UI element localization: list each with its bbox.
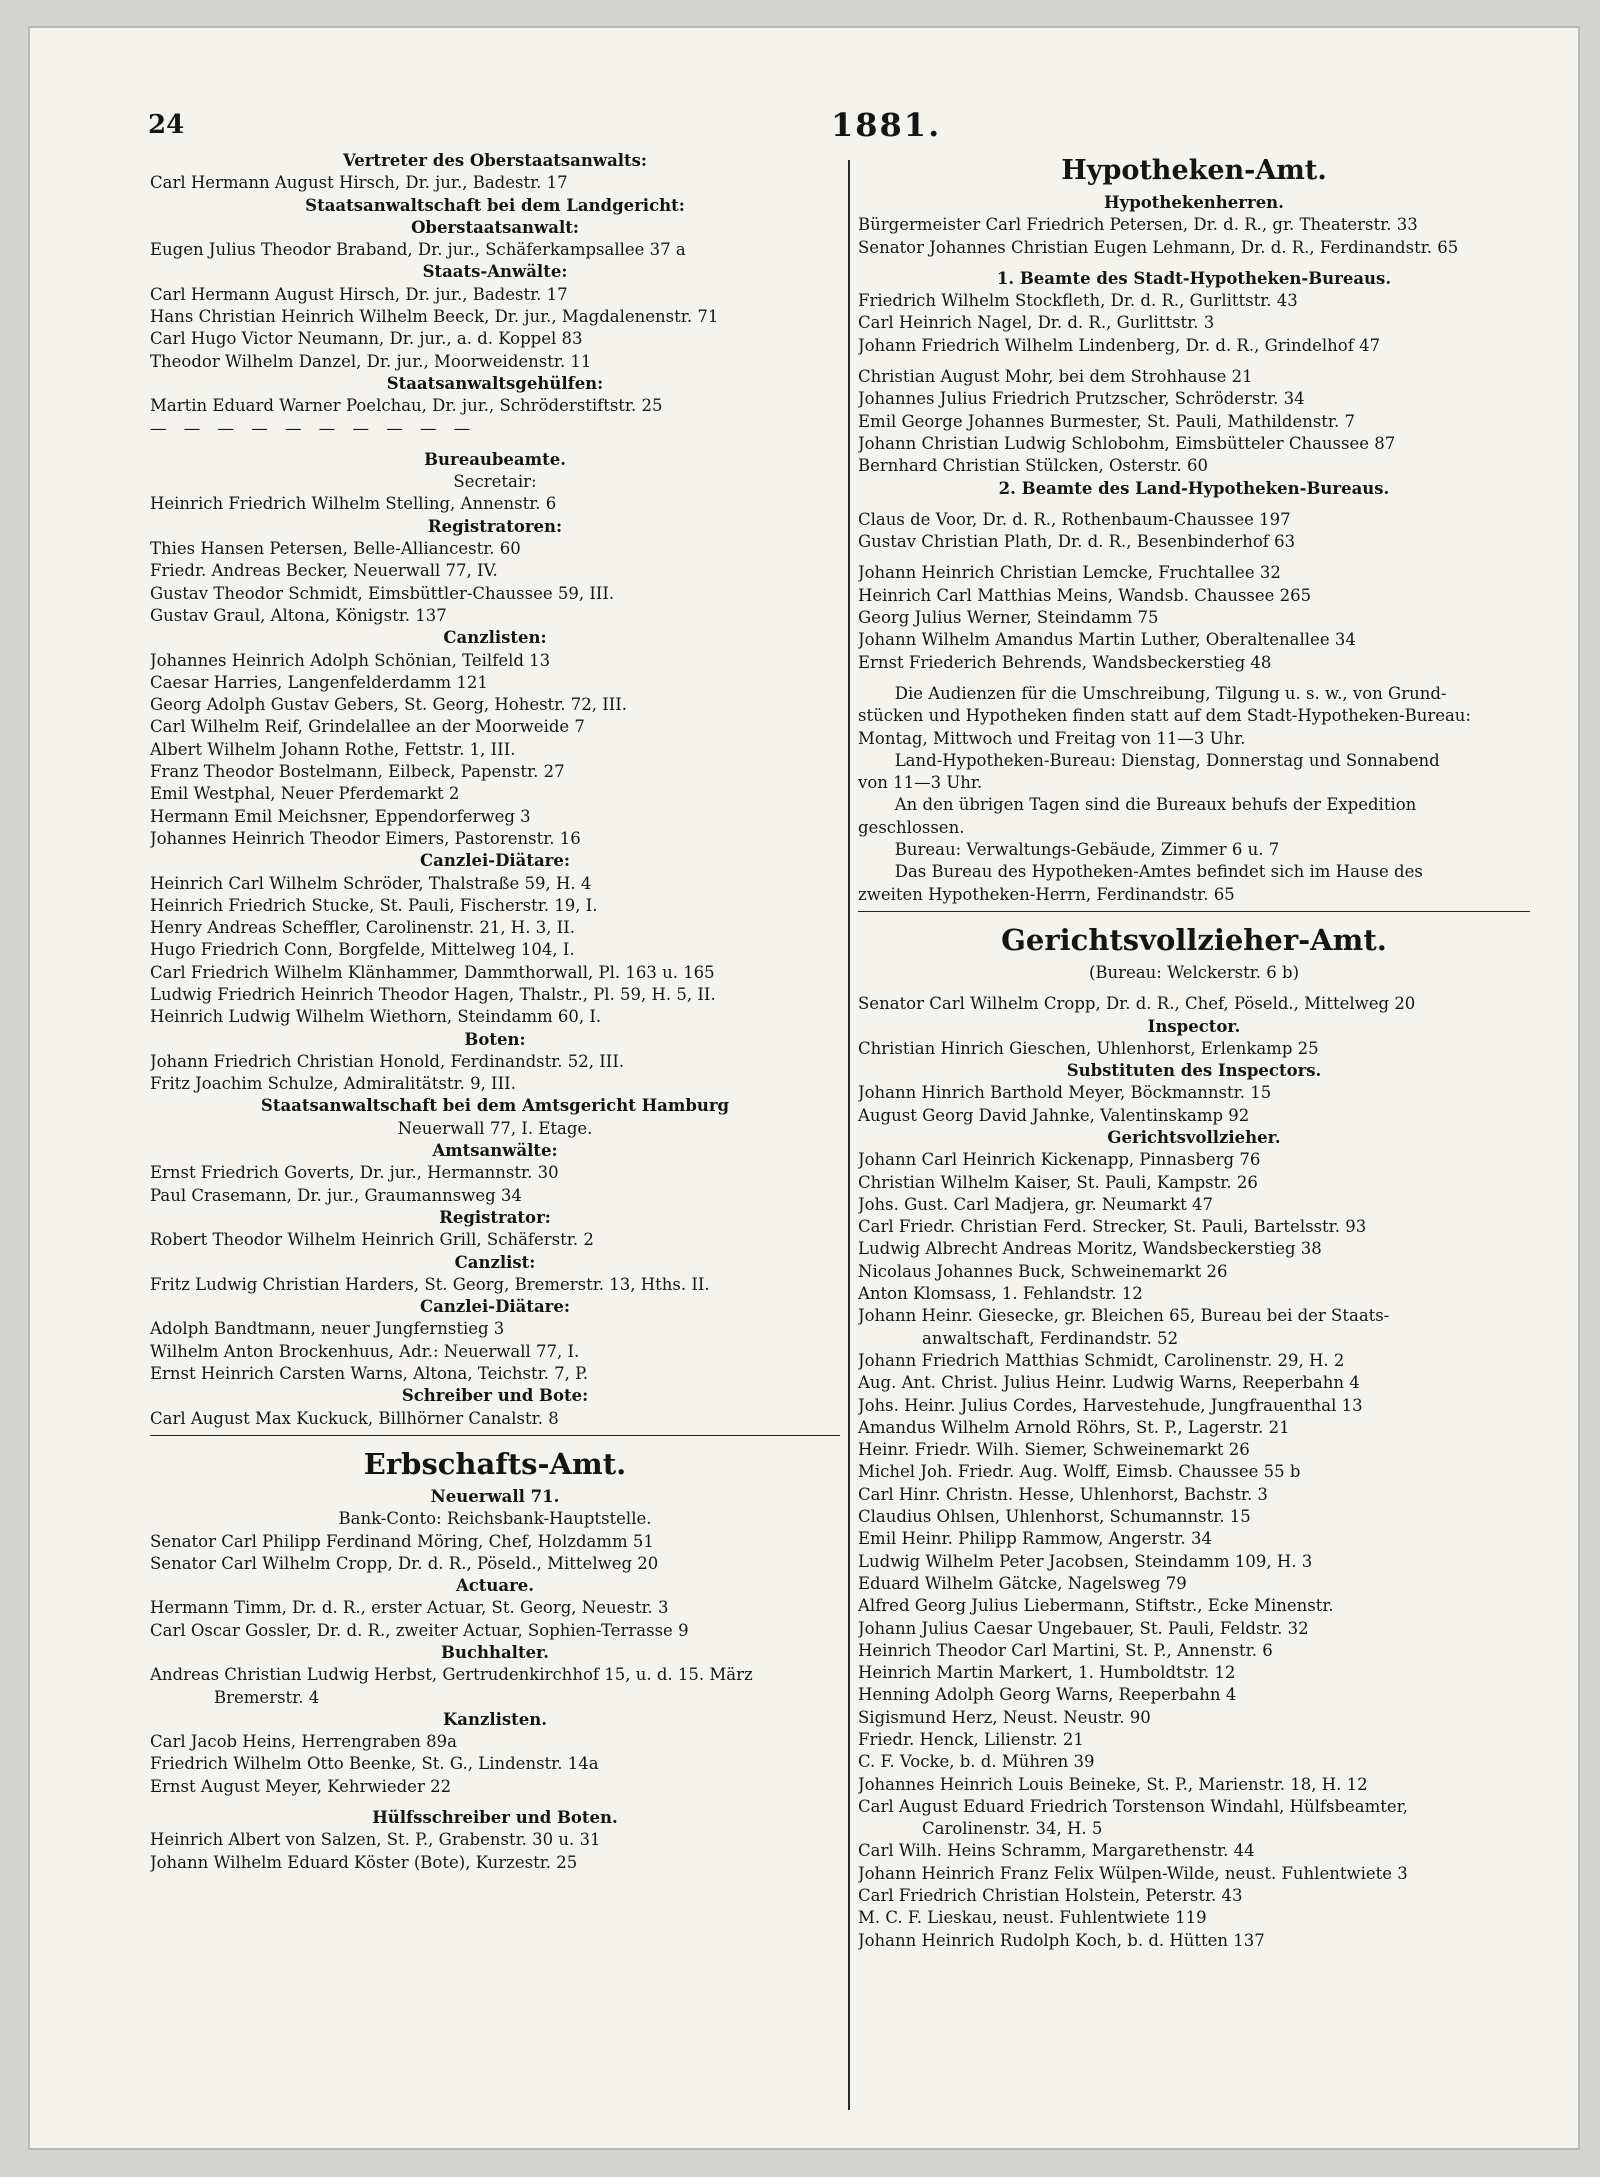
entry-line: Johann Carl Heinrich Kickenapp, Pinnasberg 76 [858, 1150, 1261, 1170]
entry-line: Ernst Friederich Behrends, Wandsbeckerstieg 48 [858, 652, 1272, 672]
entry-line: Johs. Heinr. Julius Cordes, Harvestehude, Jungfrauenthal 13 [858, 1395, 1363, 1415]
entry-line: Amandus Wilhelm Arnold Röhrs, St. P., Lagerstr. 21 [858, 1417, 1290, 1437]
entry-line: Georg Julius Werner, Steindamm 75 [858, 608, 1159, 628]
entry-line: von 11—3 Uhr. [858, 773, 983, 793]
office-title: Hypotheken-Amt. [1061, 155, 1327, 186]
entry-line: Johannes Heinrich Adolph Schönian, Teilfeld 13 [150, 650, 551, 670]
entry-line: Ludwig Friedrich Heinrich Theodor Hagen, Thalstr., Pl. 59, H. 5, II. [150, 984, 716, 1004]
entry-line: Friedr. Andreas Becker, Neuerwall 77, IV. [150, 561, 498, 581]
entry-continuation: Carolinenstr. 34, H. 5 [922, 1819, 1103, 1839]
entry-line: Emil Westphal, Neuer Pferdemarkt 2 [150, 784, 460, 804]
entry-line: Martin Eduard Warner Poelchau, Dr. jur., Schröderstiftstr. 25 [150, 396, 663, 416]
entry-line: Christian Hinrich Gieschen, Uhlenhorst, Erlenkamp 25 [858, 1038, 1319, 1058]
entry-line: Carl Hermann August Hirsch, Dr. jur., Badestr. 17 [150, 173, 568, 193]
entry-line: Nicolaus Johannes Buck, Schweinemarkt 26 [858, 1261, 1228, 1281]
entry-line: Bürgermeister Carl Friedrich Petersen, Dr. d. R., gr. Theaterstr. 33 [858, 215, 1418, 235]
entry-line: Hans Christian Heinrich Wilhelm Beeck, Dr. jur., Magdalenenstr. 71 [150, 307, 719, 327]
page-content [148, 106, 1528, 2156]
entry-line: Johann Heinr. Giesecke, gr. Bleichen 65, Bureau bei der Staats- [858, 1306, 1390, 1326]
entry-line: Johannes Heinrich Louis Beineke, St. P., Marienstr. 18, H. 12 [858, 1774, 1368, 1794]
spacer [858, 500, 1530, 509]
section-heading: 1. Beamte des Stadt-Hypotheken-Bureaus. [996, 268, 1392, 288]
page-number: 24 [148, 110, 185, 140]
section-heading: Hülfsschreiber und Boten. [372, 1808, 618, 1828]
spacer [858, 259, 1530, 268]
entry-line: Senator Carl Philipp Ferdinand Möring, Chef, Holzdamm 51 [150, 1531, 654, 1551]
entry-line: Theodor Wilhelm Danzel, Dr. jur., Moorweidenstr. 11 [150, 351, 592, 371]
entry-line: Johann Heinrich Rudolph Koch, b. d. Hütten 137 [858, 1930, 1265, 1950]
entry-line: Gustav Graul, Altona, Königstr. 137 [150, 605, 447, 625]
entry-line: Andreas Christian Ludwig Herbst, Gertrudenkirchhof 15, u. d. 15. März [150, 1665, 753, 1685]
section-heading: Staatsanwaltsgehülfen: [386, 373, 604, 393]
entry-line: Henry Andreas Scheffler, Carolinenstr. 21, H. 3, II. [150, 918, 575, 938]
entry-line: Carl Friedrich Wilhelm Klänhammer, Dammthorwall, Pl. 163 u. 165 [150, 962, 715, 982]
section-heading: Canzlisten: [443, 628, 547, 648]
entry-line: Carl August Max Kuckuck, Billhörner Canalstr. 8 [150, 1408, 559, 1428]
section-heading: Gerichtsvollzieher. [1107, 1127, 1281, 1147]
entry-line: Johann Friedrich Matthias Schmidt, Carolinenstr. 29, H. 2 [858, 1350, 1345, 1370]
section-heading: Staatsanwaltschaft bei dem Amtsgericht Hamburg [260, 1096, 730, 1116]
section-heading: Canzlist: [454, 1252, 536, 1272]
entry-line: Bernhard Christian Stülcken, Osterstr. 60 [858, 456, 1208, 476]
entry-line: Carl Oscar Gossler, Dr. d. R., zweiter Actuar, Sophien-Terrasse 9 [150, 1620, 689, 1640]
entry-line: Johann Friedrich Christian Honold, Ferdinandstr. 52, III. [150, 1051, 625, 1071]
entry-line: stücken und Hypotheken finden statt auf dem Stadt-Hypotheken-Bureau: [858, 706, 1471, 726]
section-heading: Hypothekenherren. [1104, 193, 1284, 212]
entry-line: Paul Crasemann, Dr. jur., Graumannsweg 34 [150, 1185, 522, 1205]
entry-line: Heinrich Ludwig Wilhelm Wiethorn, Steindamm 60, I. [150, 1007, 602, 1027]
section-subheading: (Bureau: Welckerstr. 6 b) [1088, 962, 1300, 982]
entry-line: Fritz Joachim Schulze, Admiralitätstr. 9, III. [150, 1074, 516, 1094]
entry-line: August Georg David Jahnke, Valentinskamp 92 [858, 1105, 1250, 1125]
entry-line: Johann Christian Ludwig Schlobohm, Eimsbütteler Chaussee 87 [858, 433, 1396, 453]
section-heading: Substituten des Inspectors. [1066, 1061, 1322, 1081]
entry-line: Carl Wilhelm Reif, Grindelallee an der Moorweide 7 [150, 717, 585, 737]
entry-line: Carl Friedrich Christian Holstein, Peterstr. 43 [858, 1886, 1243, 1906]
spacer [858, 553, 1530, 562]
entry-line: Johann Wilhelm Amandus Martin Luther, Oberaltenallee 34 [858, 630, 1356, 650]
section-heading: Vertreter des Oberstaatsanwalts: [342, 151, 648, 170]
entry-line: Heinrich Theodor Carl Martini, St. P., Annenstr. 6 [858, 1640, 1273, 1660]
entry-line: Johann Heinrich Franz Felix Wülpen-Wilde, neust. Fuhlentwiete 3 [858, 1863, 1408, 1883]
section-heading: Actuare. [455, 1576, 535, 1596]
entry-line: Anton Klomsass, 1. Fehlandstr. 12 [858, 1284, 1143, 1304]
section-subheading: Secretair: [453, 472, 537, 492]
entry-line: Gustav Christian Plath, Dr. d. R., Besenbinderhof 63 [858, 532, 1296, 552]
entry-line: Heinrich Martin Markert, 1. Humboldtstr. 12 [858, 1663, 1236, 1683]
entry-line: Ernst Friedrich Goverts, Dr. jur., Hermannstr. 30 [150, 1163, 559, 1183]
entry-line: Friedrich Wilhelm Otto Beenke, St. G., Lindenstr. 14a [150, 1754, 599, 1774]
entry-line: Hugo Friedrich Conn, Borgfelde, Mittelweg 104, I. [150, 940, 575, 960]
spacer [858, 357, 1530, 366]
entry-line: Ludwig Albrecht Andreas Moritz, Wandsbeckerstieg 38 [858, 1239, 1322, 1259]
section-heading: Registrator: [439, 1207, 551, 1227]
entry-line: Georg Adolph Gustav Gebers, St. Georg, Hohestr. 72, III. [150, 695, 628, 715]
entry-line: Carl Hugo Victor Neumann, Dr. jur., a. d. Koppel 83 [150, 329, 583, 349]
entry-line: Christian August Mohr, bei dem Strohhause 21 [858, 367, 1253, 387]
entry-line: Robert Theodor Wilhelm Heinrich Grill, Schäferstr. 2 [150, 1230, 594, 1250]
entry-line: zweiten Hypotheken-Herrn, Ferdinandstr. 65 [858, 884, 1235, 904]
entry-line: Hermann Timm, Dr. d. R., erster Actuar, St. Georg, Neuestr. 3 [150, 1598, 669, 1618]
spacer [858, 984, 1530, 993]
entry-line: Ludwig Wilhelm Peter Jacobsen, Steindamm 109, H. 3 [858, 1551, 1313, 1571]
entry-line: M. C. F. Lieskau, neust. Fuhlentwiete 119 [858, 1908, 1207, 1928]
section-heading: Amtsanwälte: [432, 1141, 558, 1161]
entry-line: Friedrich Wilhelm Stockfleth, Dr. d. R., Gurlittstr. 43 [858, 291, 1298, 311]
entry-line: Carl Friedr. Christian Ferd. Strecker, St. Pauli, Bartelsstr. 93 [858, 1217, 1367, 1237]
entry-line: Bureau: Verwaltungs-Gebäude, Zimmer 6 u. 7 [858, 840, 1280, 860]
entry-line: Fritz Ludwig Christian Harders, St. Georg, Bremerstr. 13, Hths. II. [150, 1274, 710, 1294]
entry-line: Heinrich Carl Wilhelm Schröder, Thalstraße 59, H. 4 [150, 873, 592, 893]
entry-line: Johann Wilhelm Eduard Köster (Bote), Kurzestr. 25 [150, 1852, 578, 1872]
entry-line: Heinr. Friedr. Wilh. Siemer, Schweinemarkt 26 [858, 1440, 1250, 1460]
entry-line: Senator Johannes Christian Eugen Lehmann, Dr. d. R., Ferdinandstr. 65 [858, 237, 1459, 257]
section-heading: Canzlei-Diätare: [420, 851, 570, 871]
section-heading: Canzlei-Diätare: [420, 1297, 570, 1317]
entry-line: Henning Adolph Georg Warns, Reeperbahn 4 [858, 1685, 1237, 1705]
section-heading: Buchhalter. [441, 1643, 549, 1662]
entry-line: Das Bureau des Hypotheken-Amtes befindet sich im Hause des [858, 862, 1423, 882]
entry-line: Heinrich Carl Matthias Meins, Wandsb. Chaussee 265 [858, 585, 1312, 605]
column-divider [848, 160, 850, 2110]
right-column [858, 150, 1530, 1952]
entry-line: Adolph Bandtmann, neuer Jungfernstieg 3 [150, 1319, 505, 1339]
entry-line: Caesar Harries, Langenfelderdamm 121 [150, 672, 488, 692]
left-column [150, 150, 840, 1874]
entry-line: Johs. Gust. Carl Madjera, gr. Neumarkt 47 [858, 1194, 1213, 1214]
entry-line: Friedr. Henck, Lilienstr. 21 [858, 1730, 1084, 1749]
entry-line: Alfred Georg Julius Liebermann, Stiftstr., Ecke Minenstr. [858, 1596, 1334, 1616]
document-page [30, 28, 1578, 2148]
section-rule [858, 911, 1530, 912]
section-subheading: Bank-Conto: Reichsbank-Hauptstelle. [338, 1509, 652, 1529]
section-heading: Schreiber und Bote: [401, 1386, 589, 1406]
office-title: Gerichtsvollzieher-Amt. [1001, 922, 1387, 957]
entry-line: Johann Heinrich Christian Lemcke, Fruchtallee 32 [858, 563, 1281, 583]
entry-line: Johann Friedrich Wilhelm Lindenberg, Dr. d. R., Grindelhof 47 [858, 335, 1381, 355]
page-year-header: 1881. [831, 106, 942, 144]
spacer [150, 1798, 840, 1807]
section-heading: Registratoren: [427, 516, 563, 536]
entry-line: Claus de Voor, Dr. d. R., Rothenbaum-Chaussee 197 [858, 509, 1291, 529]
section-heading: 2. Beamte des Land-Hypotheken-Bureaus. [998, 478, 1390, 498]
section-heading: Staats-Anwälte: [422, 262, 568, 282]
entry-line: Eugen Julius Theodor Braband, Dr. jur., Schäferkampsallee 37 a [150, 240, 686, 260]
entry-line: Johann Hinrich Barthold Meyer, Böckmannstr. 15 [858, 1083, 1272, 1103]
entry-line: Heinrich Albert von Salzen, St. P., Grabenstr. 30 u. 31 [150, 1830, 601, 1850]
entry-line: geschlossen. [858, 817, 965, 837]
separator-dashes: — — — — — — — — — — [150, 418, 477, 438]
entry-line: Sigismund Herz, Neust. Neustr. 90 [858, 1707, 1151, 1727]
section-heading: Inspector. [1147, 1016, 1241, 1036]
entry-line: Carl Jacob Heins, Herrengraben 89a [150, 1732, 457, 1752]
entry-line: Emil Heinr. Philipp Rammow, Angerstr. 34 [858, 1529, 1212, 1549]
entry-line: Heinrich Friedrich Stucke, St. Pauli, Fischerstr. 19, I. [150, 895, 598, 915]
entry-line: Ernst Heinrich Carsten Warns, Altona, Teichstr. 7, P. [150, 1364, 589, 1384]
entry-line: Johann Julius Caesar Ungebauer, St. Pauli, Feldstr. 32 [858, 1618, 1309, 1638]
entry-line: Carl Wilh. Heins Schramm, Margarethenstr. 44 [858, 1841, 1255, 1861]
entry-line: Die Audienzen für die Umschreibung, Tilgung u. s. w., von Grund- [858, 683, 1447, 703]
entry-line: Gustav Theodor Schmidt, Eimsbüttler-Chaussee 59, III. [150, 583, 615, 603]
entry-line: Aug. Ant. Christ. Julius Heinr. Ludwig Warns, Reeperbahn 4 [858, 1373, 1360, 1393]
entry-line: Eduard Wilhelm Gätcke, Nagelsweg 79 [858, 1573, 1187, 1593]
office-title: Erbschafts-Amt. [363, 1446, 627, 1481]
entry-line: An den übrigen Tagen sind die Bureaux behufs der Expedition [858, 795, 1417, 815]
entry-line: Thies Hansen Petersen, Belle-Alliancestr. 60 [150, 539, 521, 559]
section-heading: Bureaubeamte. [424, 449, 566, 469]
entry-line: Albert Wilhelm Johann Rothe, Fettstr. 1, III. [150, 739, 516, 759]
entry-line: Franz Theodor Bostelmann, Eilbeck, Papenstr. 27 [150, 762, 565, 782]
entry-line: C. F. Vocke, b. d. Mühren 39 [858, 1752, 1095, 1772]
entry-line: Christian Wilhelm Kaiser, St. Pauli, Kampstr. 26 [858, 1172, 1258, 1192]
entry-line: Carl August Eduard Friedrich Torstenson Windahl, Hülfsbeamter, [858, 1796, 1408, 1816]
section-heading: Oberstaatsanwalt: [411, 217, 579, 237]
entry-line: Senator Carl Wilhelm Cropp, Dr. d. R., Chef, Pöseld., Mittelweg 20 [858, 994, 1416, 1014]
section-heading: Staatsanwaltschaft bei dem Landgericht: [305, 195, 685, 215]
entry-line: Senator Carl Wilhelm Cropp, Dr. d. R., Pöseld., Mittelweg 20 [150, 1553, 659, 1573]
spacer [150, 440, 840, 449]
entry-line: Heinrich Friedrich Wilhelm Stelling, Annenstr. 6 [150, 494, 557, 514]
entry-line: Claudius Ohlsen, Uhlenhorst, Schumannstr. 15 [858, 1507, 1251, 1527]
section-rule [150, 1435, 840, 1436]
section-heading: Neuerwall 71. [430, 1486, 560, 1506]
entry-line: Wilhelm Anton Brockenhuus, Adr.: Neuerwall 77, I. [150, 1341, 580, 1361]
entry-line: Carl Heinrich Nagel, Dr. d. R., Gurlittstr. 3 [858, 313, 1215, 333]
entry-line: Ernst August Meyer, Kehrwieder 22 [150, 1776, 452, 1796]
section-subheading: Neuerwall 77, I. Etage. [397, 1118, 593, 1138]
entry-continuation: Bremerstr. 4 [214, 1687, 320, 1707]
entry-line: Johannes Heinrich Theodor Eimers, Pastorenstr. 16 [150, 828, 581, 848]
entry-continuation: anwaltschaft, Ferdinandstr. 52 [922, 1328, 1179, 1348]
entry-line: Emil George Johannes Burmester, St. Pauli, Mathildenstr. 7 [858, 411, 1355, 431]
entry-line: Michel Joh. Friedr. Aug. Wolff, Eimsb. Chaussee 55 b [858, 1462, 1301, 1482]
entry-line: Montag, Mittwoch und Freitag von 11—3 Uhr. [858, 728, 1246, 748]
section-heading: Kanzlisten. [442, 1709, 548, 1729]
section-heading: Boten: [464, 1029, 526, 1049]
entry-line: Carl Hermann August Hirsch, Dr. jur., Badestr. 17 [150, 284, 568, 304]
entry-line: Land-Hypotheken-Bureau: Dienstag, Donnerstag und Sonnabend [858, 750, 1440, 770]
entry-line: Hermann Emil Meichsner, Eppendorferweg 3 [150, 806, 531, 826]
entry-line: Carl Hinr. Christn. Hesse, Uhlenhorst, Bachstr. 3 [858, 1484, 1268, 1504]
entry-line: Johannes Julius Friedrich Prutzscher, Schröderstr. 34 [858, 389, 1305, 409]
spacer [858, 674, 1530, 683]
